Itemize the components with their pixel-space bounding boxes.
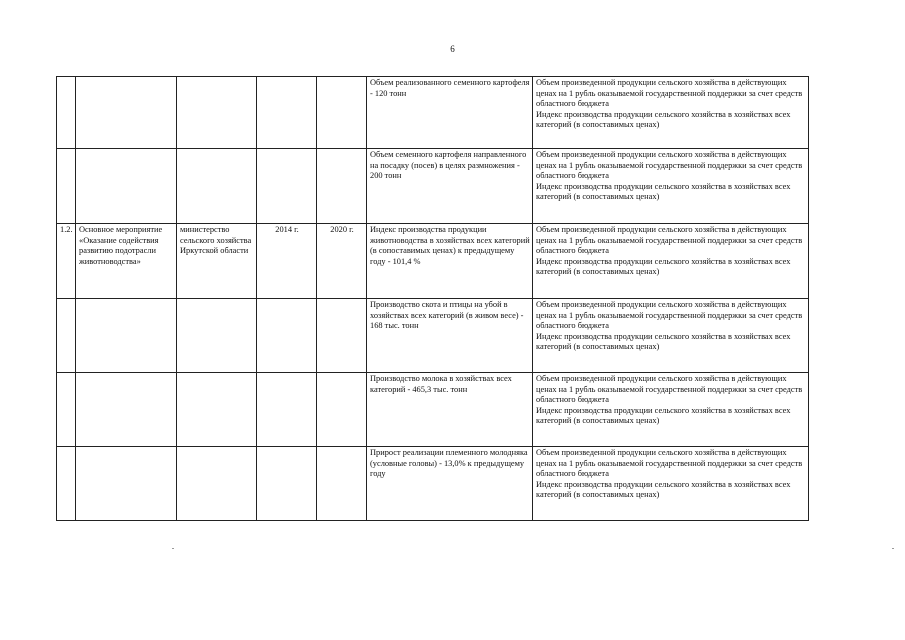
expected-result: Объем семенного картофеля направленного на посадку (посев) в целях размножения - 200 тонн xyxy=(367,149,533,224)
indicators-cell xyxy=(533,149,809,224)
scan-speck xyxy=(892,548,894,549)
table-row xyxy=(57,373,809,447)
scan-speck xyxy=(172,548,174,549)
indicator-text: Объем произведенной продукции сельского хозяйства в действующих ценах на 1 рубль оказываемой государственной поддержки за счет средств областного бюджета xyxy=(536,78,803,108)
indicator-text: Объем произведенной продукции сельского хозяйства в действующих ценах на 1 рубль оказываемой государственной поддержки за счет средств областного бюджета xyxy=(536,225,803,255)
executor: министерство сельского хозяйства Иркутской области xyxy=(177,224,257,299)
start-year xyxy=(257,77,317,149)
measure-name xyxy=(76,77,177,149)
start-year xyxy=(257,299,317,373)
indicator-text: Индекс производства продукции сельского хозяйства в хозяйствах всех категорий (в сопоставимых ценах) xyxy=(536,109,791,129)
indicators-cell xyxy=(533,447,809,521)
row-number xyxy=(57,447,76,521)
expected-result: Индекс производства продукции животноводства в хозяйствах всех категорий (в сопоставимых ценах) к предыдущему году - 101,4 % xyxy=(367,224,533,299)
table-row xyxy=(57,447,809,521)
start-year: 2014 г. xyxy=(257,224,317,299)
row-number xyxy=(57,77,76,149)
expected-result: Прирост реализации племенного молодняка (условные головы) - 13,0% к предыдущему году xyxy=(367,447,533,521)
end-year xyxy=(317,77,367,149)
end-year xyxy=(317,447,367,521)
indicator-text: Индекс производства продукции сельского хозяйства в хозяйствах всех категорий (в сопоставимых ценах) xyxy=(536,331,791,351)
measure-name xyxy=(76,447,177,521)
indicator-text: Объем произведенной продукции сельского хозяйства в действующих ценах на 1 рубль оказываемой государственной поддержки за счет средств областного бюджета xyxy=(536,150,803,180)
indicator-text: Индекс производства продукции сельского хозяйства в хозяйствах всех категорий (в сопоставимых ценах) xyxy=(536,181,791,201)
executor xyxy=(177,447,257,521)
row-number xyxy=(57,149,76,224)
indicator-text: Индекс производства продукции сельского хозяйства в хозяйствах всех категорий (в сопоставимых ценах) xyxy=(536,256,791,276)
indicator-text: Объем произведенной продукции сельского хозяйства в действующих ценах на 1 рубль оказываемой государственной поддержки за счет средств областного бюджета xyxy=(536,300,803,330)
measure-name xyxy=(76,149,177,224)
end-year xyxy=(317,149,367,224)
measure-name xyxy=(76,373,177,447)
expected-result: Производство молока в хозяйствах всех категорий - 465,3 тыс. тонн xyxy=(367,373,533,447)
table-row xyxy=(57,149,809,224)
start-year xyxy=(257,447,317,521)
indicator-text: Индекс производства продукции сельского хозяйства в хозяйствах всех категорий (в сопоставимых ценах) xyxy=(536,405,791,425)
measures-table xyxy=(56,76,809,521)
executor xyxy=(177,77,257,149)
end-year xyxy=(317,373,367,447)
measure-name xyxy=(76,299,177,373)
start-year xyxy=(257,373,317,447)
executor xyxy=(177,299,257,373)
expected-result: Производство скота и птицы на убой в хозяйствах всех категорий (в живом весе) - 168 тыс. тонн xyxy=(367,299,533,373)
row-number: 1.2. xyxy=(57,224,76,299)
table-row xyxy=(57,299,809,373)
end-year: 2020 г. xyxy=(317,224,367,299)
row-number xyxy=(57,299,76,373)
indicators-cell xyxy=(533,77,809,149)
table-row xyxy=(57,224,809,299)
indicators-cell xyxy=(533,224,809,299)
indicator-text: Объем произведенной продукции сельского хозяйства в действующих ценах на 1 рубль оказываемой государственной поддержки за счет средств областного бюджета xyxy=(536,448,803,478)
start-year xyxy=(257,149,317,224)
expected-result: Объем реализованного семенного картофеля - 120 тонн xyxy=(367,77,533,149)
row-number xyxy=(57,373,76,447)
indicators-cell xyxy=(533,299,809,373)
end-year xyxy=(317,299,367,373)
executor xyxy=(177,373,257,447)
executor xyxy=(177,149,257,224)
measure-name: Основное мероприятие «Оказание содействия развитию подотрасли животноводства» xyxy=(76,224,177,299)
indicator-text: Объем произведенной продукции сельского хозяйства в действующих ценах на 1 рубль оказываемой государственной поддержки за счет средств областного бюджета xyxy=(536,374,803,404)
page-number: 6 xyxy=(450,44,455,54)
table-row xyxy=(57,77,809,149)
indicators-cell xyxy=(533,373,809,447)
indicator-text: Индекс производства продукции сельского хозяйства в хозяйствах всех категорий (в сопоставимых ценах) xyxy=(536,479,791,499)
